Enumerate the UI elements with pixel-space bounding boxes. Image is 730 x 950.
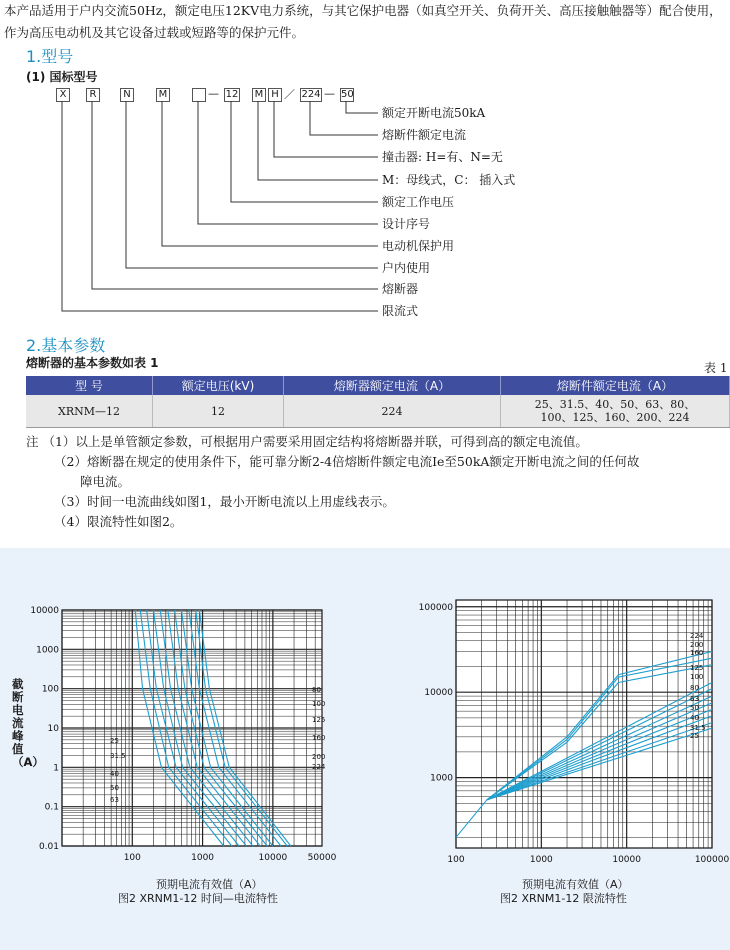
code-box: H (268, 88, 282, 102)
note: 注 （1）以上是单管额定参数，可根据用户需要采用固定结构将熔断器并联，可得到高的额定电流值。 (26, 434, 588, 449)
chart1-y-tick: 10000 (30, 606, 59, 616)
cell-link-current (501, 395, 730, 428)
chart1-series-label: 31.5 (110, 752, 126, 760)
chart2-series-label: 200 (690, 641, 704, 649)
code-label: 电动机保护用 (382, 239, 455, 253)
chart1-y-tick: 10 (47, 724, 59, 734)
chart2-series-label: 25 (690, 732, 699, 740)
code-box: M (156, 88, 170, 102)
code-dash: — (208, 87, 219, 100)
section1-subtitle: (1) 国标型号 (26, 70, 98, 84)
chart2-series-label: 40 (690, 714, 699, 722)
chart2-x-tick: 100000 (694, 855, 730, 865)
code-box: M (252, 88, 266, 102)
code-label: 设计序号 (382, 217, 431, 231)
chart1-x-tick: 100 (123, 853, 141, 863)
chart1-series-label: 40 (110, 770, 119, 778)
code-box: 224 (301, 89, 321, 100)
code-label: 熔断器 (382, 282, 419, 296)
model-code-diagram (0, 0, 730, 330)
note: （3）时间一电流曲线如图1，最小开断电流以上用虚线表示。 (54, 494, 395, 509)
code-label: 户内使用 (382, 261, 431, 275)
cell-model: XRNM—12 (26, 395, 153, 428)
cell-voltage: 12 (153, 395, 284, 428)
code-dash: — (324, 87, 335, 100)
table-header: 熔断件额定电流（A） (501, 376, 730, 395)
chart1-series-label: 80 (312, 686, 321, 694)
chart2-x-tick: 100 (447, 855, 465, 865)
chart2-caption: 图2 XRNM1-12 限流特性 (500, 892, 627, 905)
chart1-series-label: 50 (110, 784, 119, 792)
chart2-series-label: 160 (690, 649, 704, 657)
section1-title: 1.型号 (26, 47, 74, 66)
code-box: X (56, 88, 70, 102)
table-header: 熔断器额定电流（A） (284, 376, 501, 395)
note: 障电流。 (80, 474, 131, 489)
chart1-y-tick: 1000 (36, 645, 59, 656)
table-ref: 表 1 (704, 361, 728, 375)
chart2-series-label: 63 (690, 695, 699, 703)
chart1-series-label: 100 (312, 700, 326, 708)
code-label: 撞击器: H=有、N=无 (382, 150, 503, 164)
link-current-line: 25、31.5、40、50、63、80、 (534, 398, 696, 411)
code-box: R (86, 88, 100, 102)
charts-panel (0, 548, 730, 950)
chart1-x-tick: 10000 (258, 853, 288, 863)
chart2-series-label: 125 (690, 664, 704, 672)
chart2-series-label: 80 (690, 684, 699, 692)
chart1-y-tick: 0.01 (38, 842, 59, 852)
chart1-series-label: 160 (312, 734, 326, 742)
chart2-y-tick: 10000 (424, 688, 453, 699)
code-box: N (120, 88, 134, 102)
intro-text: 本产品适用于户内交流50Hz，额定电压12KV电力系统，与其它保护电器（如真空开关、负荷开关、高压接触触器等）配合使用，作为高压电动机及其它设备过载或短路等的保护元件。 (4, 3, 722, 40)
code-slash: ／ (284, 88, 295, 101)
code-label: 熔断件额定电流 (382, 128, 467, 142)
code-box: 50 (341, 89, 354, 100)
note: （2）熔断器在规定的使用条件下，能可靠分断2-4倍熔断件额定电流Ie至50kA额定开断电流之间的任何故 (54, 454, 640, 469)
chart2-series-label: 224 (690, 632, 704, 640)
cell-fuse-current: 224 (284, 395, 501, 428)
chart2-ylabel: 截断电流峰值（A） (12, 677, 44, 769)
chart2-plot-area (456, 600, 712, 848)
code-label: 额定开断电流50kA (382, 106, 486, 120)
chart1-x-tick: 50000 (307, 853, 337, 863)
table-row (26, 395, 730, 428)
chart2-xlabel: 预期电流有效值（A） (522, 878, 629, 891)
parameter-table (26, 376, 730, 428)
chart2-series-label: 100 (690, 673, 704, 681)
chart1-series-label: 63 (110, 796, 119, 804)
chart1-y-tick: 100 (41, 684, 59, 695)
chart2-y-tick: 100000 (418, 602, 453, 613)
code-box: 12 (225, 89, 239, 100)
chart1-caption: 图2 XRNM1-12 时间—电流特性 (118, 892, 278, 905)
chart1-y-tick: 1 (53, 763, 59, 774)
chart1-series-label: 25 (110, 737, 119, 745)
chart1-y-tick: 0.1 (44, 802, 59, 813)
link-current-line: 100、125、160、200、224 (540, 411, 690, 424)
chart1-xlabel: 预期电流有效值（A） (156, 878, 263, 891)
table-header: 额定电压(kV) (153, 376, 284, 395)
code-label: 限流式 (382, 304, 419, 318)
table-header: 型 号 (26, 376, 153, 395)
chart2-series-label: 50 (690, 704, 699, 712)
section2-title: 2.基本参数 (26, 336, 106, 355)
chart1-series-label: 224 (312, 763, 326, 771)
chart2-x-tick: 1000 (529, 855, 553, 865)
chart1-series-label: 125 (312, 716, 326, 724)
chart1-series-label: 200 (312, 753, 326, 761)
section2-subtitle: 熔断器的基本参数如表 1 (26, 356, 159, 370)
code-label: 额定工作电压 (382, 195, 455, 209)
chart1-x-tick: 1000 (191, 853, 215, 863)
chart2-series-label: 31.5 (690, 724, 706, 732)
note: （4）限流特性如图2。 (54, 514, 183, 529)
code-label: M：母线式，C： 插入式 (382, 173, 516, 187)
chart2-y-tick: 1000 (430, 773, 453, 784)
chart2-x-tick: 10000 (612, 855, 641, 865)
